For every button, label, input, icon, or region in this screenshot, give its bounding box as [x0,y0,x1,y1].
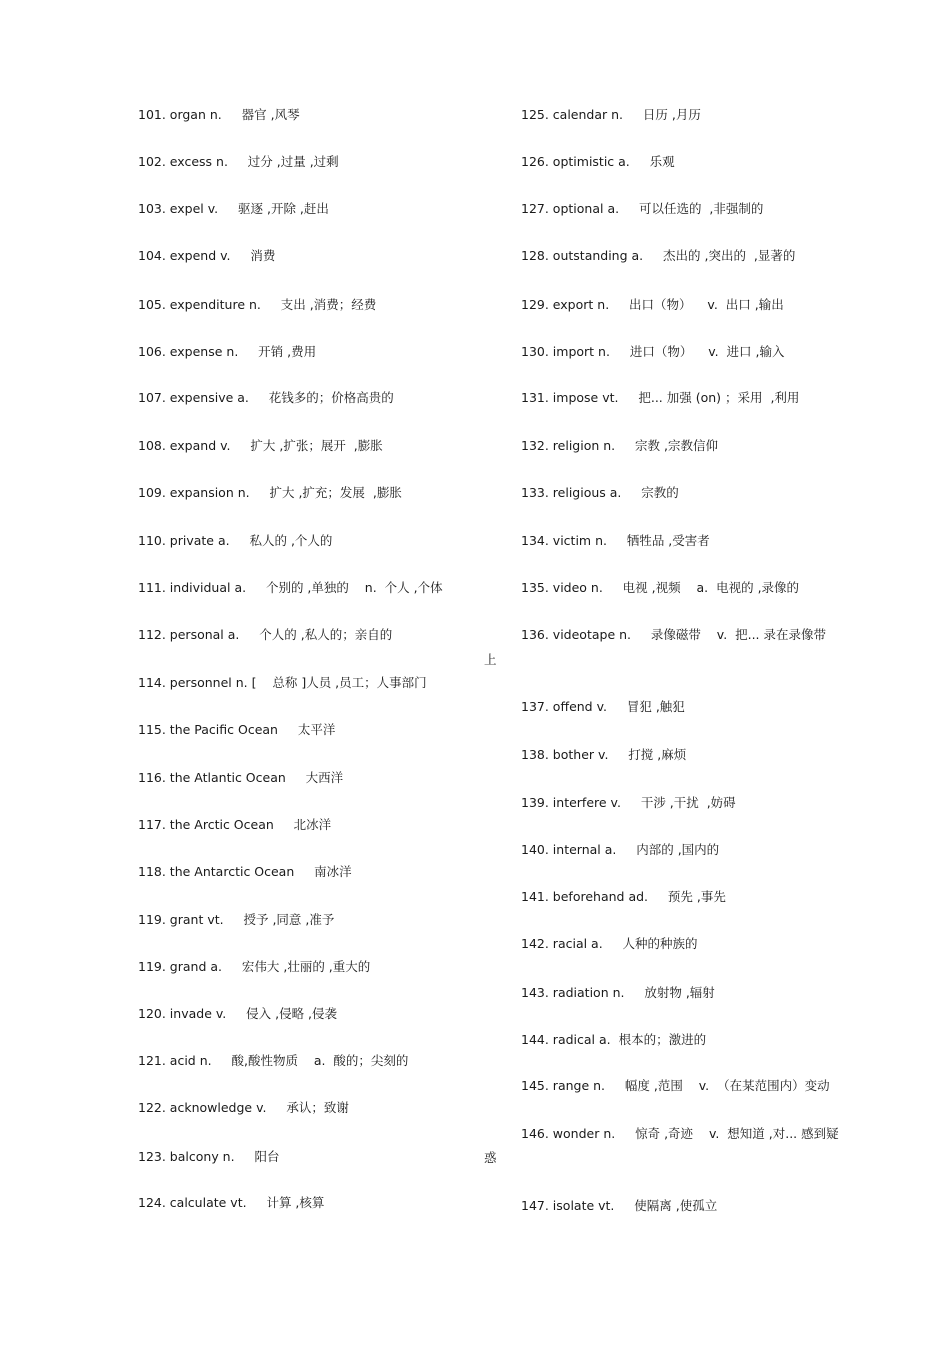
vocab-entry: 139. interfere v. 干涉 ,干扰 ,妨碍 [521,795,736,810]
vocab-entry: 128. outstanding a. 杰出的 ,突出的 ,显著的 [521,248,796,263]
vocab-entry: 144. radical a. 根本的；激进的 [521,1032,707,1047]
vocab-entry: 140. internal a. 内部的 ,国内的 [521,842,720,857]
vocab-entry: 121. acid n. 酸,酸性物质 a. 酸的；尖刻的 [138,1053,409,1068]
vocab-entry: 137. offend v. 冒犯 ,触犯 [521,699,685,714]
vocab-entry: 109. expansion n. 扩大 ,扩充；发展 ,膨胀 [138,485,402,500]
vocab-entry: 142. racial a. 人种的种族的 [521,936,698,951]
vocab-entry: 102. excess n. 过分 ,过量 ,过剩 [138,154,339,169]
vocab-entry: 116. the Atlantic Ocean 大西洋 [138,770,344,785]
vocab-entry: 119. grant vt. 授予 ,同意 ,准予 [138,912,335,927]
vocab-entry: 133. religious a. 宗教的 [521,485,679,500]
vocab-entry: 118. the Antarctic Ocean 南冰洋 [138,864,352,879]
vocab-entry: 101. organ n. 器官 ,风琴 [138,107,300,122]
vocab-entry: 129. export n. 出口（物） v. 出口 ,输出 [521,297,784,312]
vocab-entry: 107. expensive a. 花钱多的；价格高贵的 [138,390,394,405]
vocab-entry: 125. calendar n. 日历 ,月历 [521,107,701,122]
vocab-entry: 115. the Pacific Ocean 太平洋 [138,722,336,737]
vocab-entry: 138. bother v. 打搅 ,麻烦 [521,747,687,762]
vocab-entry: 114. personnel n. [ 总称 ]人员 ,员工；人事部门 [138,675,427,690]
vocab-entry: 108. expand v. 扩大 ,扩张；展开 ,膨胀 [138,438,383,453]
vocab-entry: 119. grand a. 宏伟大 ,壮丽的 ,重大的 [138,959,371,974]
wrapped-fragment: 上 [484,652,497,667]
vocab-entry: 124. calculate vt. 计算 ,核算 [138,1195,325,1210]
vocab-entry: 126. optimistic a. 乐观 [521,154,675,169]
vocab-entry: 135. video n. 电视 ,视频 a. 电视的 ,录像的 [521,580,800,595]
vocab-entry: 132. religion n. 宗教 ,宗教信仰 [521,438,718,453]
vocab-entry: 127. optional a. 可以任选的 ,非强制的 [521,201,764,216]
vocab-entry: 106. expense n. 开销 ,费用 [138,344,317,359]
vocab-entry: 146. wonder n. 惊奇 ,奇迹 v. 想知道 ,对... 感到疑 [521,1126,839,1141]
vocab-entry: 105. expenditure n. 支出 ,消费；经费 [138,297,377,312]
vocab-entry: 145. range n. 幅度 ,范围 v. （在某范围内）变动 [521,1078,830,1093]
vocab-entry: 131. impose vt. 把... 加强 (on) ；采用 ,利用 [521,390,800,405]
vocab-entry: 123. balcony n. 阳台 [138,1149,280,1164]
vocab-entry: 136. videotape n. 录像磁带 v. 把... 录在录像带 [521,627,827,642]
vocab-entry: 141. beforehand ad. 预先 ,事先 [521,889,726,904]
vocab-entry: 117. the Arctic Ocean 北冰洋 [138,817,332,832]
vocab-entry: 110. private a. 私人的 ,个人的 [138,533,333,548]
vocab-entry: 120. invade v. 侵入 ,侵略 ,侵袭 [138,1006,338,1021]
vocab-entry: 103. expel v. 驱逐 ,开除 ,赶出 [138,201,329,216]
vocab-entry: 130. import n. 进口（物） v. 进口 ,输入 [521,344,785,359]
vocab-entry: 147. isolate vt. 使隔离 ,使孤立 [521,1198,718,1213]
vocab-entry: 134. victim n. 牺牲品 ,受害者 [521,533,710,548]
vocab-entry: 111. individual a. 个别的 ,单独的 n. 个人 ,个体 [138,580,443,595]
vocab-entry: 143. radiation n. 放射物 ,辐射 [521,985,715,1000]
vocab-entry: 104. expend v. 消费 [138,248,276,263]
wrapped-fragment: 惑 [484,1150,497,1165]
vocab-entry: 122. acknowledge v. 承认；致谢 [138,1100,349,1115]
vocab-entry: 112. personal a. 个人的 ,私人的；亲自的 [138,627,393,642]
